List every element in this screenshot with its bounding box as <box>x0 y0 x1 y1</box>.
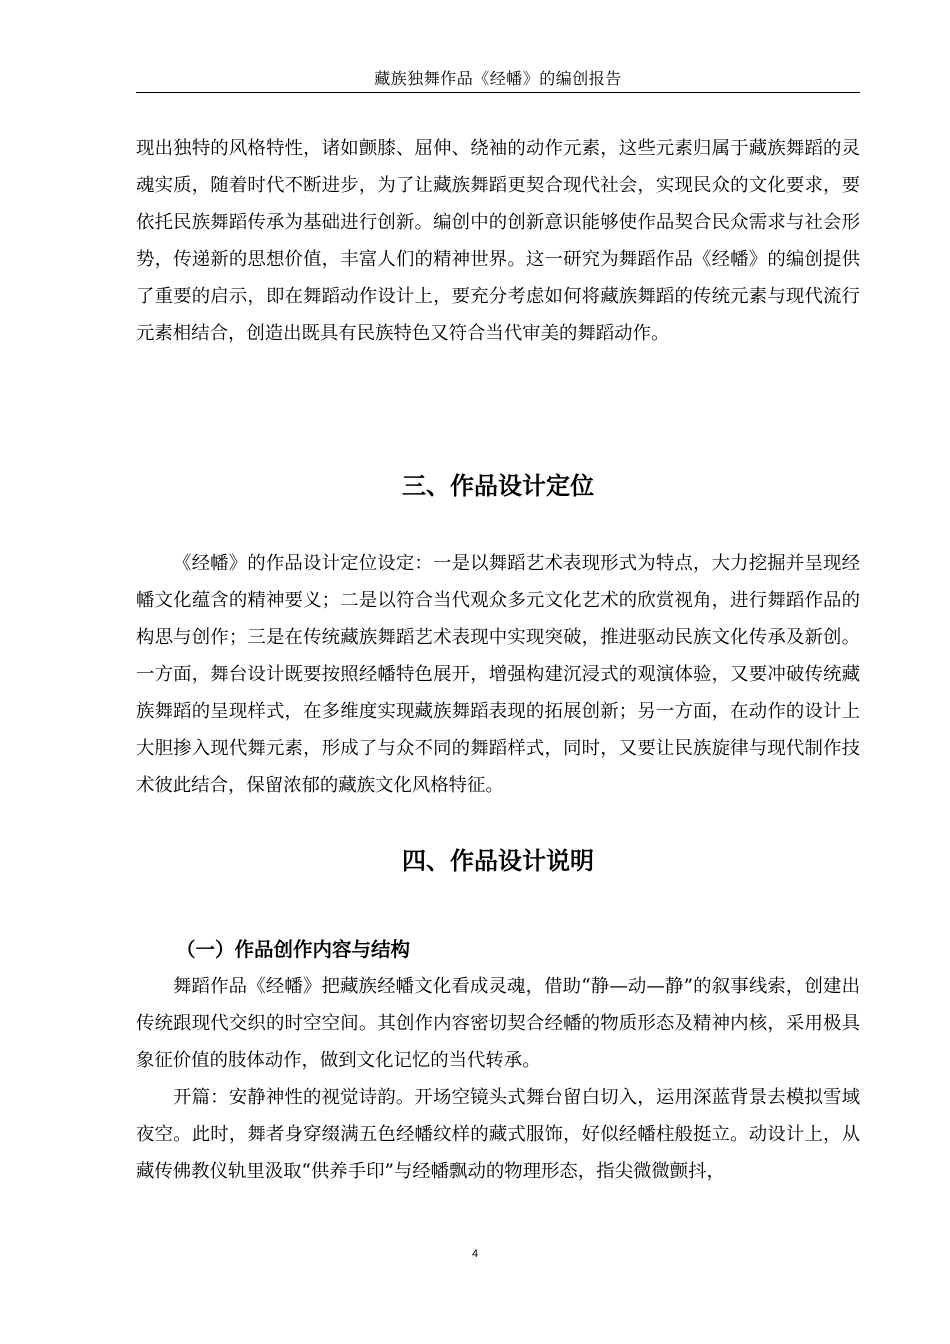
section-title-positioning: 三、作品设计定位 <box>402 472 594 500</box>
page-number: 4 <box>471 1248 479 1260</box>
content-structure-paragraph: 舞蹈作品《经幡》把藏族经幡文化看成灵魂，借助“静—动—静”的叙事线索，创建出传统跟现代交织的时空空间。其创作内容密切契合经幡的物质形态及精神内核，采用极具象征价值的肢体动作，做到文化记忆的当代转承。 <box>136 976 860 1071</box>
opening-section-paragraph: 开篇：安静神性的视觉诗韵。开场空镜头式舞台留白切入，运用深蓝背景去模拟雪域夜空。此时，舞者身穿缀满五色经幡纹样的藏式服饰，好似经幡柱般挺立。动设计上，从藏传佛教仪轨里汲取“供养手印”与经幡飘动的物理形态，指尖微微颤抖， <box>136 1087 860 1182</box>
section-title-description: 四、作品设计说明 <box>402 847 594 875</box>
continued-paragraph: 现出独特的风格特性，诸如颤膝、屈伸、绕袖的动作元素，这些元素归属于藏族舞蹈的灵魂实质，随着时代不断进步，为了让藏族舞蹈更契合现代社会，实现民众的文化要求，要依托民族舞蹈传承为基础进行创新。编创中的创新意识能够使作品契合民众需求与社会形势，传递新的思想价值，丰富人们的精神世界。这一研究为舞蹈作品《经幡》的编创提供了重要的启示，即在舞蹈动作设计上，要充分考虑如何将藏族舞蹈的传统元素与现代流行元素相结合，创造出既具有民族特色又符合当代审美的舞蹈动作。 <box>136 138 860 344</box>
subsection-title-content-structure: （一）作品创作内容与结构 <box>176 938 411 961</box>
positioning-paragraph: 《经幡》的作品设计定位设定：一是以舞蹈艺术表现形式为特点，大力挖掘并呈现经幡文化蕴含的精神要义；二是以符合当代观众多元文化艺术的欣赏视角，进行舞蹈作品的构思与创作；三是在传统藏族舞蹈艺术表现中实现突破，推进驱动民族文化传承及新创。一方面，舞台设计既要按照经幡特色展开，增强构建沉浸式的观演体验，又要冲破传统藏族舞蹈的呈现样式，在多维度实现藏族舞蹈表现的拓展创新；另一方面，在动作的设计上大胆掺入现代舞元素，形成了与众不同的舞蹈样式，同时，又要让民族旋律与现代制作技术彼此结合，保留浓郁的藏族文化风格特征。 <box>136 553 860 796</box>
running-header: 藏族独舞作品《经幡》的编创报告 <box>136 68 860 93</box>
